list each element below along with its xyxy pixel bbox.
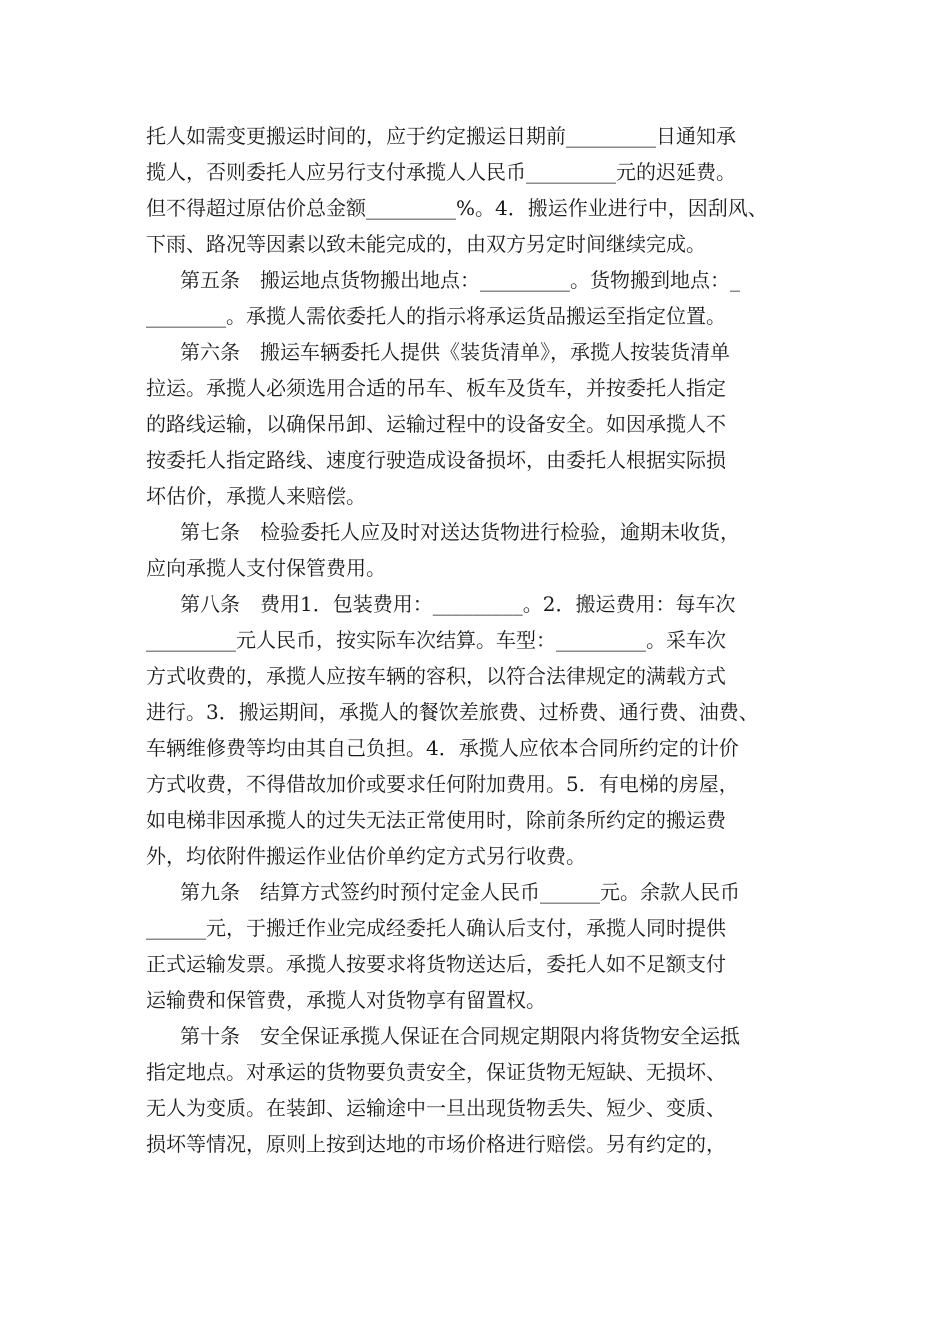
article-5-heading-line: 第五条 搬运地点货物搬出地点：_________。货物搬到地点：_ <box>180 268 740 292</box>
text-line: 正式运输发票。承揽人按要求将货物送达后，委托人如不足额支付 <box>146 952 726 976</box>
text-line: 车辆维修费等均由其自己负担。4．承揽人应依本合同所约定的计价 <box>146 736 739 760</box>
text-line: 下雨、路况等因素以致未能完成的，由双方另定时间继续完成。 <box>146 232 706 256</box>
text-line: 进行。3．搬运期间，承揽人的餐饮差旅费、过桥费、通行费、油费、 <box>146 700 759 724</box>
article-8-heading-line: 第八条 费用1．包装费用：_________。2．搬运费用：每车次 <box>180 592 736 616</box>
article-10-heading-line: 第十条 安全保证承揽人保证在合同规定期限内将货物安全运抵 <box>180 1024 740 1048</box>
text-line: 方式收费的，承揽人应按车辆的容积，以符合法律规定的满载方式 <box>146 664 726 688</box>
text-line: ______元，于搬迁作业完成经委托人确认后支付，承揽人同时提供 <box>146 916 726 940</box>
text-line: 坏估价，承揽人来赔偿。 <box>146 484 366 508</box>
article-6-heading-line: 第六条 搬运车辆委托人提供《装货清单》，承揽人按装货清单 <box>180 340 730 364</box>
text-line: 方式收费，不得借故加价或要求任何附加费用。5．有电梯的房屋， <box>146 772 739 796</box>
contract-body <box>146 118 826 1162</box>
text-line: ________。承揽人需依委托人的指示将承运货品搬运至指定位置。 <box>146 304 726 328</box>
text-line: 无人为变质。在装卸、运输途中一旦出现货物丢失、短少、变质、 <box>146 1096 726 1120</box>
text-line: 拉运。承揽人必须选用合适的吊车、板车及货车，并按委托人指定 <box>146 376 726 400</box>
article-7-heading-line: 第七条 检验委托人应及时对送达货物进行检验，逾期未收货， <box>180 520 740 544</box>
article-9-heading-line: 第九条 结算方式签约时预付定金人民币______元。余款人民币 <box>180 880 740 904</box>
text-line: 按委托人指定路线、速度行驶造成设备损坏，由委托人根据实际损 <box>146 448 726 472</box>
text-line: 但不得超过原估价总金额_________%。4．搬运作业进行中，因刮风、 <box>146 196 768 220</box>
text-line: 的路线运输，以确保吊卸、运输过程中的设备安全。如因承揽人不 <box>146 412 726 436</box>
text-line: 指定地点。对承运的货物要负责安全，保证货物无短缺、无损坏、 <box>146 1060 726 1084</box>
text-line: _________元人民币，按实际车次结算。车型：_________。采车次 <box>146 628 726 652</box>
text-line: 托人如需变更搬运时间的，应于约定搬运日期前_________日通知承 <box>146 124 736 148</box>
text-line: 如电梯非因承揽人的过失无法正常使用时，除前条所约定的搬运费 <box>146 808 726 832</box>
text-line: 损坏等情况，原则上按到达地的市场价格进行赔偿。另有约定的， <box>146 1132 726 1156</box>
text-line: 外，均依附件搬运作业估价单约定方式另行收费。 <box>146 844 586 868</box>
text-line: 揽人，否则委托人应另行支付承揽人人民币_________元的迟延费。 <box>146 160 736 184</box>
text-line: 应向承揽人支付保管费用。 <box>146 556 386 580</box>
text-line: 运输费和保管费，承揽人对货物享有留置权。 <box>146 988 546 1012</box>
